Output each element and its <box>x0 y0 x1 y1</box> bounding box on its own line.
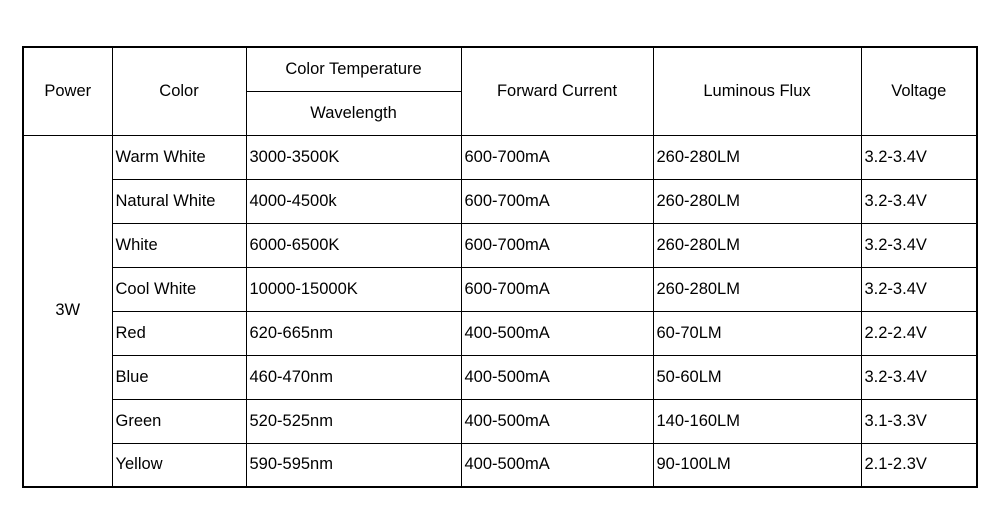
header-luminous-flux: Luminous Flux <box>653 47 861 135</box>
cell-voltage: 3.2-3.4V <box>861 135 977 179</box>
cell-forward-current: 600-700mA <box>461 267 653 311</box>
cell-forward-current: 400-500mA <box>461 311 653 355</box>
header-color-temperature: Color Temperature <box>246 47 461 91</box>
cell-power: 3W <box>23 135 112 487</box>
cell-forward-current: 400-500mA <box>461 399 653 443</box>
header-voltage: Voltage <box>861 47 977 135</box>
cell-voltage: 2.2-2.4V <box>861 311 977 355</box>
table-row <box>23 311 977 355</box>
cell-temperature: 10000-15000K <box>246 267 461 311</box>
header-forward-current: Forward Current <box>461 47 653 135</box>
cell-color: Blue <box>112 355 246 399</box>
cell-luminous-flux: 140-160LM <box>653 399 861 443</box>
cell-voltage: 2.1-2.3V <box>861 443 977 487</box>
table-row <box>23 267 977 311</box>
cell-color: Natural White <box>112 179 246 223</box>
cell-color: Red <box>112 311 246 355</box>
cell-luminous-flux: 260-280LM <box>653 223 861 267</box>
cell-luminous-flux: 90-100LM <box>653 443 861 487</box>
cell-color: White <box>112 223 246 267</box>
header-row <box>23 47 977 91</box>
header-color: Color <box>112 47 246 135</box>
cell-color: Green <box>112 399 246 443</box>
cell-forward-current: 600-700mA <box>461 223 653 267</box>
cell-voltage: 3.2-3.4V <box>861 223 977 267</box>
table-row <box>23 443 977 487</box>
cell-temperature: 3000-3500K <box>246 135 461 179</box>
cell-luminous-flux: 60-70LM <box>653 311 861 355</box>
cell-voltage: 3.2-3.4V <box>861 355 977 399</box>
led-spec-table <box>22 46 978 488</box>
cell-temperature: 520-525nm <box>246 399 461 443</box>
cell-luminous-flux: 260-280LM <box>653 179 861 223</box>
cell-forward-current: 600-700mA <box>461 179 653 223</box>
cell-luminous-flux: 260-280LM <box>653 267 861 311</box>
table-row <box>23 223 977 267</box>
cell-luminous-flux: 50-60LM <box>653 355 861 399</box>
header-wavelength: Wavelength <box>246 91 461 135</box>
cell-color: Warm White <box>112 135 246 179</box>
cell-forward-current: 400-500mA <box>461 355 653 399</box>
cell-temperature: 4000-4500k <box>246 179 461 223</box>
cell-voltage: 3.2-3.4V <box>861 267 977 311</box>
cell-temperature: 620-665nm <box>246 311 461 355</box>
table-row <box>23 355 977 399</box>
table-row <box>23 179 977 223</box>
cell-temperature: 6000-6500K <box>246 223 461 267</box>
cell-temperature: 460-470nm <box>246 355 461 399</box>
table-row <box>23 399 977 443</box>
cell-voltage: 3.2-3.4V <box>861 179 977 223</box>
cell-color: Cool White <box>112 267 246 311</box>
cell-luminous-flux: 260-280LM <box>653 135 861 179</box>
cell-temperature: 590-595nm <box>246 443 461 487</box>
cell-forward-current: 600-700mA <box>461 135 653 179</box>
cell-forward-current: 400-500mA <box>461 443 653 487</box>
cell-color: Yellow <box>112 443 246 487</box>
header-power: Power <box>23 47 112 135</box>
table-row <box>23 135 977 179</box>
cell-voltage: 3.1-3.3V <box>861 399 977 443</box>
